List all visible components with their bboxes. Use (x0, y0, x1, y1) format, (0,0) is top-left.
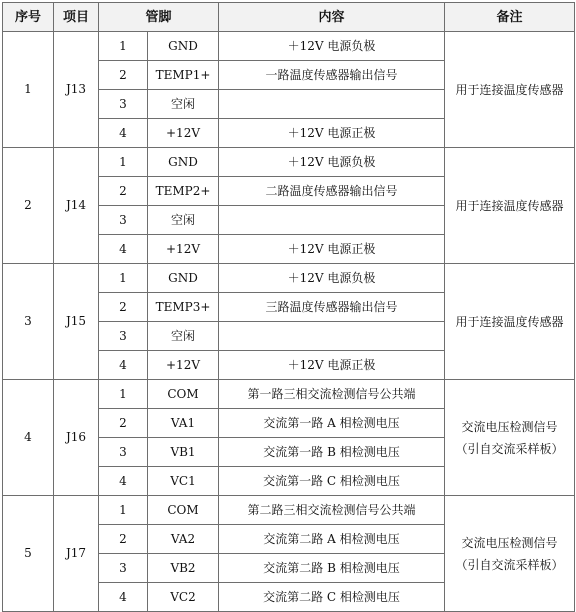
pin-name-cell: VA1 (148, 409, 219, 438)
pin-name-cell: +12V (148, 119, 219, 148)
content-cell: ＋12V 电源正极 (219, 119, 445, 148)
pin-name-cell: 空闲 (148, 206, 219, 235)
pin-name-cell: +12V (148, 235, 219, 264)
content-cell (219, 90, 445, 119)
pin-number-cell: 4 (99, 351, 148, 380)
pin-name-cell: VA2 (148, 525, 219, 554)
seq-cell: 1 (3, 32, 54, 148)
pin-number-cell: 4 (99, 119, 148, 148)
content-cell: 交流第二路 B 相检测电压 (219, 554, 445, 583)
pin-number-cell: 1 (99, 264, 148, 293)
table-row (3, 380, 575, 409)
pin-number-cell: 3 (99, 90, 148, 119)
pin-number-cell: 2 (99, 61, 148, 90)
pin-name-cell: GND (148, 148, 219, 177)
pin-name-cell: TEMP1+ (148, 61, 219, 90)
content-cell: 交流第一路 A 相检测电压 (219, 409, 445, 438)
pin-number-cell: 2 (99, 177, 148, 206)
header-item: 项目 (54, 3, 99, 32)
content-cell (219, 322, 445, 351)
content-cell: ＋12V 电源正极 (219, 351, 445, 380)
item-cell: J15 (54, 264, 99, 380)
pin-number-cell: 1 (99, 380, 148, 409)
item-cell: J13 (54, 32, 99, 148)
pin-name-cell: GND (148, 264, 219, 293)
header-pin: 管脚 (99, 3, 219, 32)
pin-number-cell: 1 (99, 496, 148, 525)
pin-name-cell: TEMP2+ (148, 177, 219, 206)
pin-name-cell: VB1 (148, 438, 219, 467)
pin-name-cell: VB2 (148, 554, 219, 583)
note-cell: 交流电压检测信号（引自交流采样板） (445, 380, 575, 496)
content-cell (219, 206, 445, 235)
content-cell: ＋12V 电源负极 (219, 148, 445, 177)
note-cell: 用于连接温度传感器 (445, 264, 575, 380)
content-cell: 三路温度传感器输出信号 (219, 293, 445, 322)
pin-name-cell: 空闲 (148, 90, 219, 119)
content-cell: 二路温度传感器输出信号 (219, 177, 445, 206)
pin-name-cell: 空闲 (148, 322, 219, 351)
seq-cell: 4 (3, 380, 54, 496)
header-note: 备注 (445, 3, 575, 32)
note-cell: 交流电压检测信号（引自交流采样板） (445, 496, 575, 612)
pin-name-cell: COM (148, 496, 219, 525)
pin-number-cell: 4 (99, 235, 148, 264)
content-cell: 交流第一路 B 相检测电压 (219, 438, 445, 467)
pin-number-cell: 4 (99, 583, 148, 612)
header-content: 内容 (219, 3, 445, 32)
table-body (3, 32, 575, 612)
content-cell: 第二路三相交流检测信号公共端 (219, 496, 445, 525)
item-cell: J17 (54, 496, 99, 612)
content-cell: 第一路三相交流检测信号公共端 (219, 380, 445, 409)
table-row (3, 496, 575, 525)
content-cell: ＋12V 电源正极 (219, 235, 445, 264)
pin-number-cell: 2 (99, 525, 148, 554)
pin-number-cell: 3 (99, 206, 148, 235)
pin-number-cell: 4 (99, 467, 148, 496)
pin-number-cell: 1 (99, 148, 148, 177)
pin-name-cell: GND (148, 32, 219, 61)
item-cell: J16 (54, 380, 99, 496)
pin-number-cell: 2 (99, 409, 148, 438)
pin-number-cell: 3 (99, 438, 148, 467)
header-row (3, 3, 575, 32)
table-row (3, 148, 575, 177)
pin-name-cell: VC2 (148, 583, 219, 612)
pin-number-cell: 3 (99, 322, 148, 351)
header-seq: 序号 (3, 3, 54, 32)
seq-cell: 2 (3, 148, 54, 264)
content-cell: ＋12V 电源负极 (219, 32, 445, 61)
pin-name-cell: TEMP3+ (148, 293, 219, 322)
item-cell: J14 (54, 148, 99, 264)
content-cell: 交流第二路 A 相检测电压 (219, 525, 445, 554)
pin-name-cell: VC1 (148, 467, 219, 496)
seq-cell: 3 (3, 264, 54, 380)
pin-definition-table (2, 2, 575, 612)
pin-name-cell: COM (148, 380, 219, 409)
table-row (3, 264, 575, 293)
content-cell: 交流第一路 C 相检测电压 (219, 467, 445, 496)
note-cell: 用于连接温度传感器 (445, 32, 575, 148)
pin-number-cell: 2 (99, 293, 148, 322)
content-cell: ＋12V 电源负极 (219, 264, 445, 293)
content-cell: 一路温度传感器输出信号 (219, 61, 445, 90)
seq-cell: 5 (3, 496, 54, 612)
content-cell: 交流第二路 C 相检测电压 (219, 583, 445, 612)
pin-number-cell: 1 (99, 32, 148, 61)
pin-name-cell: +12V (148, 351, 219, 380)
note-cell: 用于连接温度传感器 (445, 148, 575, 264)
table-row (3, 32, 575, 61)
pin-number-cell: 3 (99, 554, 148, 583)
